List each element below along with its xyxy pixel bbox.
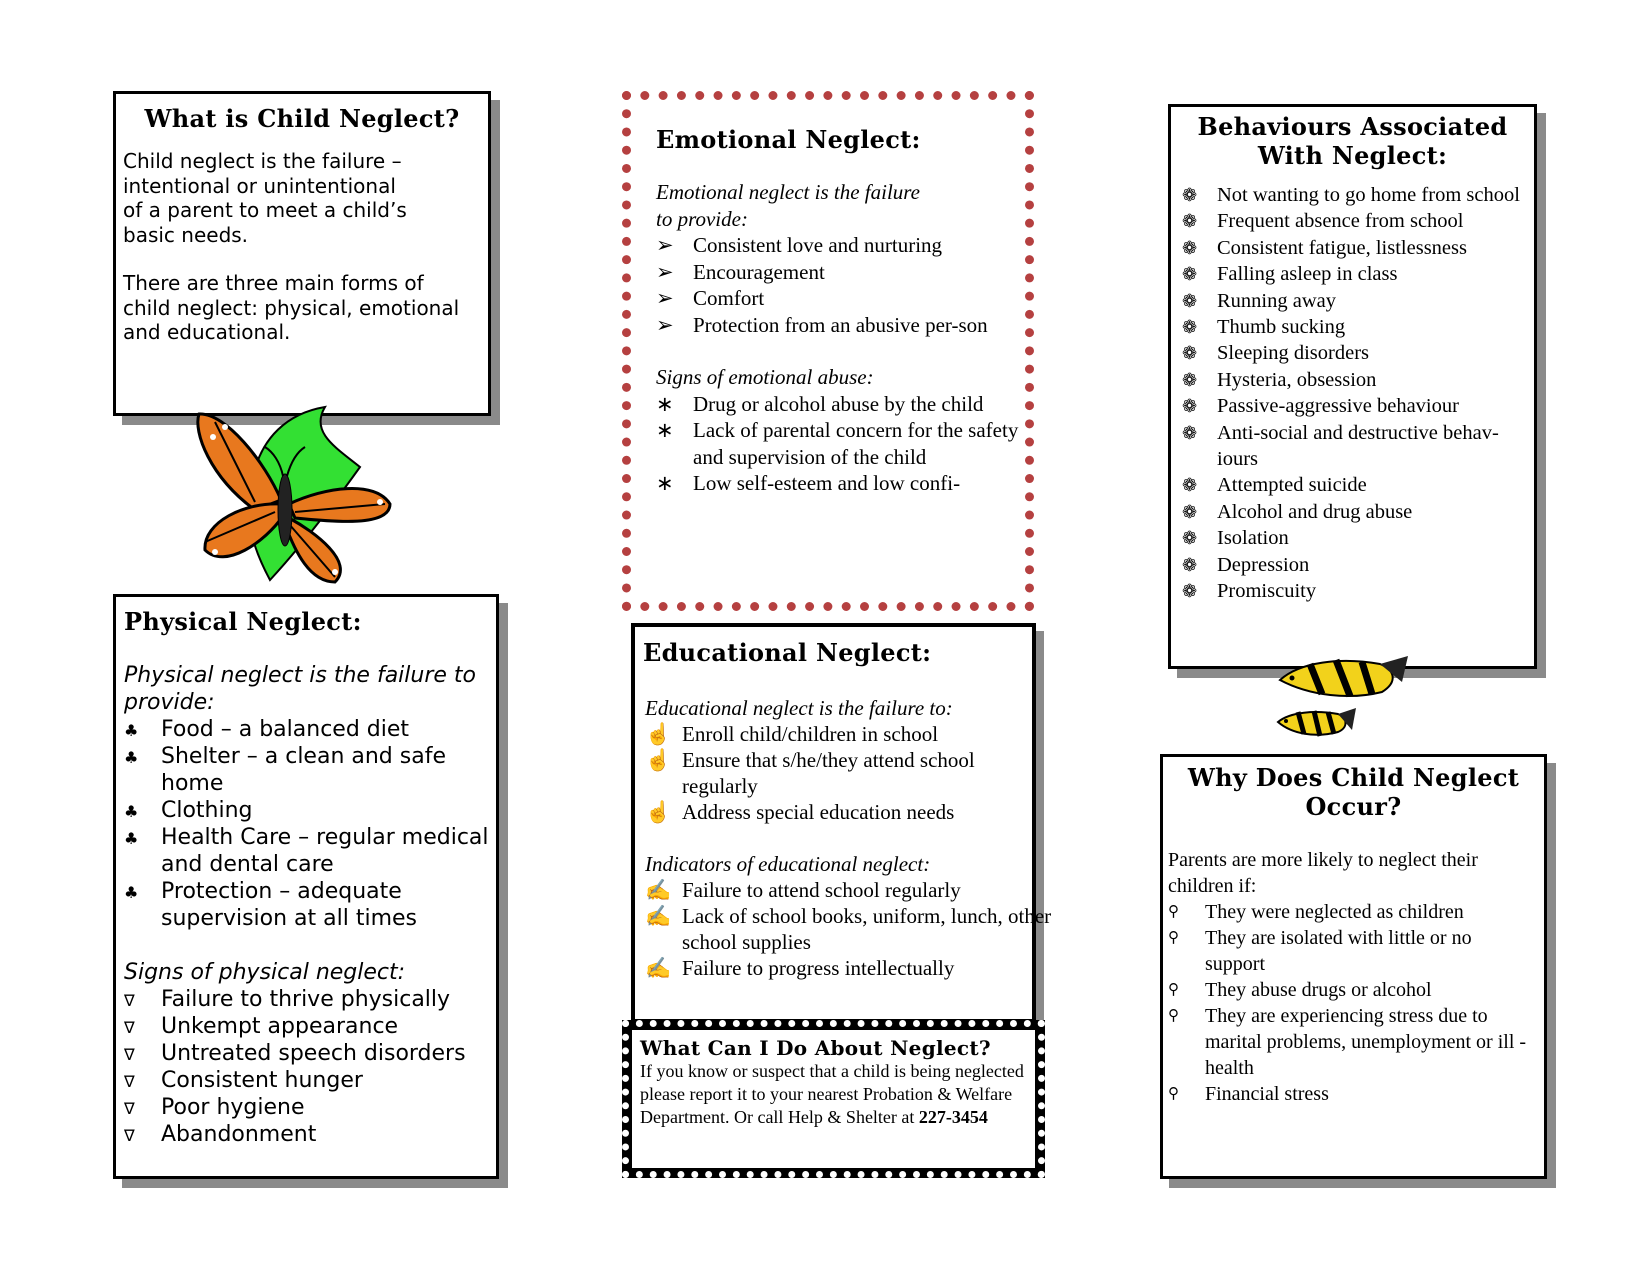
arrow-bullet-icon: ➢ bbox=[656, 259, 674, 284]
club-bullet-icon: ♣ bbox=[124, 829, 139, 848]
list-item: ❁ Thumb sucking bbox=[1182, 314, 1534, 340]
list-item: ➢ Encouragement bbox=[656, 259, 825, 284]
list-item: ❁ Attempted suicide bbox=[1182, 472, 1534, 498]
what-can-text: If you know or suspect that a child is being neglected please report it to your nearest Probation & Welfare Department. Or call Help & Shelter at 227-3454 bbox=[640, 1061, 1024, 1127]
triangle-bullet-icon: ∇ bbox=[124, 1018, 135, 1037]
educational-intro: Educational neglect is the failure to: bbox=[645, 696, 953, 720]
triangle-bullet-icon: ∇ bbox=[124, 991, 135, 1010]
what-is-title: What is Child Neglect? bbox=[144, 104, 460, 133]
list-item: ∇ Unkempt appearance bbox=[124, 1014, 399, 1039]
physical-signs-list bbox=[124, 986, 496, 1148]
why-title: Why Does Child Neglect Occur? bbox=[1187, 763, 1520, 821]
flower-bullet-icon: ❁ bbox=[1182, 422, 1198, 443]
emotional-needs-list bbox=[656, 232, 1016, 338]
phone-number: 227-3454 bbox=[918, 1107, 988, 1127]
triangle-bullet-icon: ∇ bbox=[124, 1045, 135, 1064]
what-can-title: What Can I Do About Neglect? bbox=[640, 1036, 991, 1060]
flower-bullet-icon: ❁ bbox=[1182, 317, 1198, 338]
list-item: ❁ Not wanting to go home from school bbox=[1182, 182, 1534, 208]
list-item: ∇ Untreated speech disorders bbox=[124, 1041, 466, 1066]
pin-bullet-icon: ⚲ bbox=[1168, 1086, 1179, 1102]
behaviours-title: Behaviours Associated With Neglect: bbox=[1197, 112, 1508, 170]
list-item: ∇ Consistent hunger bbox=[124, 1068, 363, 1093]
list-item: ♣ Health Care – regular medical and dental care bbox=[124, 825, 489, 877]
arrow-bullet-icon: ➢ bbox=[656, 286, 674, 310]
club-bullet-icon: ♣ bbox=[124, 721, 139, 740]
list-item: ✍ Failure to progress intellectually bbox=[645, 956, 955, 980]
list-item: ➢ Consistent love and nurturing bbox=[656, 233, 943, 257]
list-item: ❁ Isolation bbox=[1182, 525, 1534, 551]
star-bullet-icon: ∗ bbox=[656, 418, 674, 442]
list-item: ✍ Lack of school books, uniform, lunch, other school supplies bbox=[645, 904, 1052, 954]
list-item: ⚲ They are experiencing stress due to marital problems, unemployment or ill -health bbox=[1168, 1005, 1527, 1079]
list-item: ➢ Comfort bbox=[656, 286, 765, 310]
list-item: ∇ Failure to thrive physically bbox=[124, 987, 451, 1012]
pin-bullet-icon: ⚲ bbox=[1168, 930, 1179, 946]
emotional-intro: Emotional neglect is the failure to provide: bbox=[656, 180, 921, 231]
physical-signs-title: Signs of physical neglect: bbox=[124, 960, 406, 985]
list-item: ∗ Drug or alcohol abuse by the child bbox=[656, 391, 984, 416]
list-item: ☝ Address special education needs bbox=[645, 800, 955, 824]
list-item: ∗ Lack of parental concern for the safety and supervision of the child bbox=[656, 418, 1019, 469]
list-item: ❁ Sleeping disorders bbox=[1182, 340, 1534, 366]
what-is-paragraph-2: There are three main forms of child neglect: physical, emotional and educational. bbox=[123, 271, 460, 344]
fish-illustration bbox=[1270, 652, 1410, 752]
star-bullet-icon: ∗ bbox=[656, 391, 674, 416]
flower-bullet-icon: ❁ bbox=[1182, 290, 1198, 311]
flower-bullet-icon: ❁ bbox=[1182, 554, 1198, 575]
list-item: ♣ Shelter – a clean and safe home bbox=[124, 744, 446, 796]
check-bullet-icon: ✍ bbox=[645, 956, 672, 980]
educational-neglect-box bbox=[631, 623, 1052, 1023]
list-item: ❁ Promiscuity bbox=[1182, 578, 1534, 604]
list-item: ❁ Falling asleep in class bbox=[1182, 261, 1534, 287]
emotional-title: Emotional Neglect: bbox=[656, 125, 921, 154]
arrow-bullet-icon: ➢ bbox=[656, 233, 674, 257]
why-list bbox=[1168, 899, 1534, 1107]
flower-bullet-icon: ❁ bbox=[1182, 396, 1198, 417]
emotional-signs-title: Signs of emotional abuse: bbox=[656, 365, 874, 389]
flower-bullet-icon: ❁ bbox=[1182, 501, 1198, 522]
list-item: ❁ Consistent fatigue, listlessness bbox=[1182, 235, 1534, 261]
educational-signs-title: Indicators of educational neglect: bbox=[645, 852, 931, 876]
what-is-paragraph-1: Child neglect is the failure – intentional or unintentional of a parent to meet a child’s basic needs. bbox=[123, 149, 407, 247]
list-item: ❁ Frequent absence from school bbox=[1182, 208, 1534, 234]
pin-bullet-icon: ⚲ bbox=[1168, 904, 1179, 920]
pin-bullet-icon: ⚲ bbox=[1168, 982, 1179, 998]
list-item: ⚲ They were neglected as children bbox=[1168, 901, 1464, 923]
list-item: ⚲ They are isolated with little or no support bbox=[1168, 927, 1472, 975]
emotional-neglect-box bbox=[622, 91, 1034, 611]
list-item: ∇ Abandonment bbox=[124, 1122, 317, 1147]
list-item: ❁ Alcohol and drug abuse bbox=[1182, 499, 1534, 525]
flower-bullet-icon: ❁ bbox=[1182, 528, 1198, 549]
triangle-bullet-icon: ∇ bbox=[124, 1072, 135, 1091]
list-item: ∇ Poor hygiene bbox=[124, 1095, 305, 1120]
physical-title: Physical Neglect: bbox=[124, 607, 362, 636]
hand-bullet-icon: ☝ bbox=[645, 748, 672, 772]
star-bullet-icon: ∗ bbox=[656, 471, 674, 495]
arrow-bullet-icon: ➢ bbox=[656, 312, 674, 337]
flower-bullet-icon: ❁ bbox=[1182, 264, 1198, 285]
list-item: ➢ Protection from an abusive per-son bbox=[656, 312, 988, 337]
list-item: ✍ Failure to attend school regularly bbox=[645, 878, 961, 902]
check-bullet-icon: ✍ bbox=[645, 878, 672, 902]
why-intro: Parents are more likely to neglect their children if: bbox=[1168, 849, 1478, 897]
list-item: ♣ Food – a balanced diet bbox=[124, 717, 410, 742]
behaviours-list bbox=[1182, 182, 1534, 605]
what-is-neglect-box bbox=[113, 91, 491, 416]
list-item: ♣ Clothing bbox=[124, 798, 253, 823]
list-item: ♣ Protection – adequate supervision at all times bbox=[124, 879, 418, 931]
list-item: ❁ Hysteria, obsession bbox=[1182, 367, 1534, 393]
triangle-bullet-icon: ∇ bbox=[124, 1099, 135, 1118]
flower-bullet-icon: ❁ bbox=[1182, 211, 1198, 232]
flower-bullet-icon: ❁ bbox=[1182, 581, 1198, 602]
flower-bullet-icon: ❁ bbox=[1182, 475, 1198, 496]
flower-bullet-icon: ❁ bbox=[1182, 237, 1198, 258]
club-bullet-icon: ♣ bbox=[124, 748, 139, 767]
hand-bullet-icon: ☝ bbox=[645, 722, 672, 746]
why-neglect-box bbox=[1160, 754, 1547, 1179]
list-item: ❁ Passive-aggressive behaviour bbox=[1182, 393, 1534, 419]
list-item: ☝ Ensure that s/he/they attend school regularly bbox=[645, 748, 975, 798]
butterfly-illustration bbox=[185, 392, 405, 592]
emotional-signs-list bbox=[656, 391, 1019, 497]
physical-intro: Physical neglect is the failure to provide: bbox=[124, 663, 477, 715]
pin-bullet-icon: ⚲ bbox=[1168, 1008, 1179, 1024]
club-bullet-icon: ♣ bbox=[124, 802, 139, 821]
physical-neglect-box bbox=[113, 594, 499, 1179]
educational-title: Educational Neglect: bbox=[643, 638, 932, 667]
what-can-i-do-box bbox=[622, 1020, 1045, 1178]
list-item: ❁ Running away bbox=[1182, 288, 1534, 314]
list-item: ❁ Anti-social and destructive behav-iours bbox=[1182, 421, 1499, 471]
flower-bullet-icon: ❁ bbox=[1182, 185, 1198, 205]
flower-bullet-icon: ❁ bbox=[1182, 369, 1198, 390]
club-bullet-icon: ♣ bbox=[124, 883, 139, 902]
triangle-bullet-icon: ∇ bbox=[124, 1126, 135, 1145]
educational-needs-list bbox=[645, 721, 1032, 825]
list-item: ❁ Depression bbox=[1182, 552, 1534, 578]
list-item: ∗ Low self-esteem and low confi- bbox=[656, 471, 961, 495]
check-bullet-icon: ✍ bbox=[645, 904, 672, 928]
list-item: ⚲ They abuse drugs or alcohol bbox=[1168, 979, 1432, 1001]
physical-needs-list bbox=[124, 716, 496, 932]
hand-bullet-icon: ☝ bbox=[645, 800, 672, 824]
list-item: ☝ Enroll child/children in school bbox=[645, 722, 939, 746]
flower-bullet-icon: ❁ bbox=[1182, 343, 1198, 364]
behaviours-box bbox=[1168, 104, 1537, 669]
educational-signs-list bbox=[645, 877, 1052, 981]
list-item: ⚲ Financial stress bbox=[1168, 1083, 1329, 1105]
